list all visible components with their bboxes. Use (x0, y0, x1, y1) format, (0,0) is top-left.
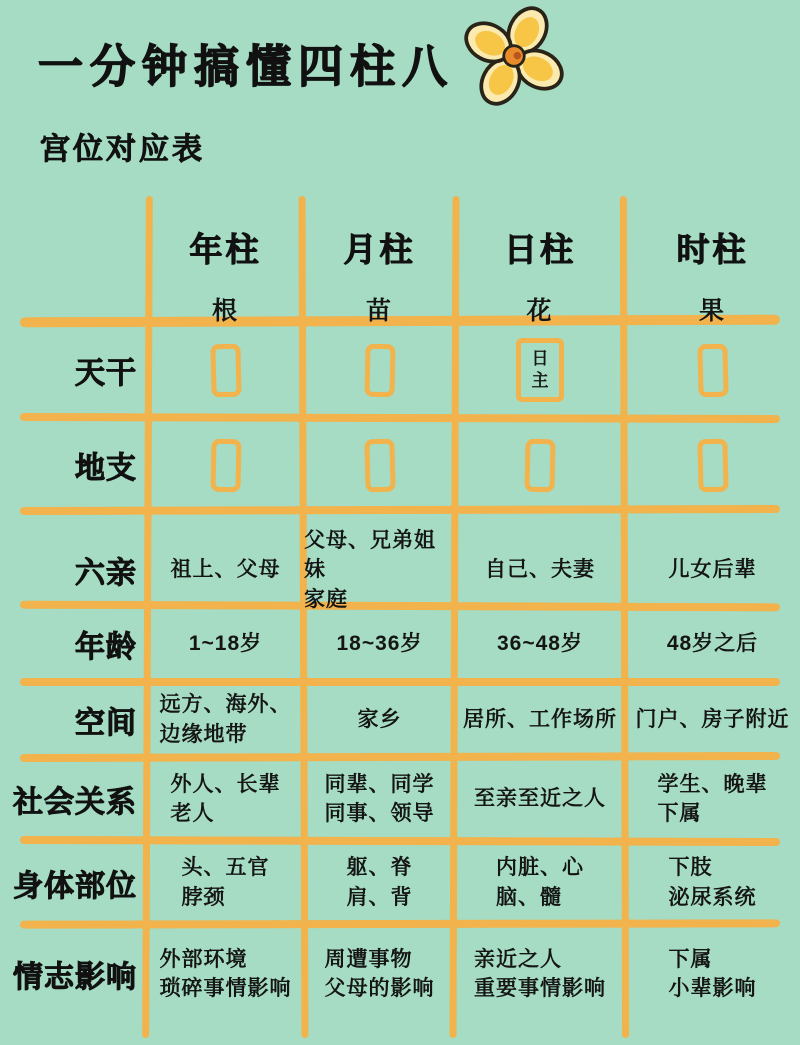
row-earthly-branches (0, 424, 800, 506)
cell-text (669, 555, 757, 584)
row-label: 地支 (75, 452, 137, 485)
cell-line: 下属 (668, 947, 713, 971)
cell-text (636, 705, 790, 734)
row-six-relations (0, 516, 800, 611)
table-cell (304, 610, 455, 678)
cell-line: 家乡 (357, 707, 402, 731)
column-title: 年柱 (189, 231, 262, 268)
branch-cell-day (455, 424, 625, 506)
cell-line: 父母、兄弟姐妹 (304, 529, 436, 582)
table-cell (625, 610, 800, 678)
cell-text (182, 853, 270, 912)
cell-line: 周遭事物 (324, 947, 413, 971)
cell-text (189, 629, 262, 658)
table-cell (147, 928, 304, 1020)
cell-line: 祖上、父母 (170, 558, 281, 582)
table-cell (625, 761, 800, 837)
grid-hline-5 (20, 678, 780, 686)
page-title: 一分钟搞懂四柱八 (38, 41, 455, 92)
cell-text (160, 945, 292, 1004)
cell-text (474, 945, 606, 1004)
cell-line: 下属 (657, 802, 702, 825)
cell-text (474, 784, 606, 813)
branch-box (210, 438, 241, 492)
cell-text (171, 770, 281, 829)
table-cell (625, 526, 800, 614)
cell-line: 下肢 (668, 856, 713, 880)
header-row (0, 200, 800, 325)
page-subtitle: 宫位对应表 (40, 133, 205, 166)
cell-text (337, 629, 423, 658)
table-cell (147, 845, 304, 920)
column-title: 月柱 (343, 231, 416, 268)
table-cell (455, 686, 625, 753)
row-label: 身体部位 (13, 869, 137, 903)
column-subtitle: 苗 (365, 297, 393, 325)
row-label: 情志影响 (13, 961, 137, 994)
cell-line: 居所、工作场所 (463, 707, 617, 731)
stem-box (364, 343, 395, 397)
table-cell (147, 610, 304, 678)
table-cell (455, 526, 625, 614)
cell-text (669, 945, 757, 1004)
table-cell (304, 845, 455, 920)
cell-text (171, 555, 281, 584)
day-master-box (516, 338, 564, 402)
cell-line: 躯、脊 (346, 856, 413, 880)
grid-hline-2 (20, 413, 780, 423)
table-cell (455, 845, 625, 920)
cell-line: 同事、领导 (324, 802, 435, 825)
table-cell (455, 928, 625, 1020)
cell-text (669, 853, 757, 912)
stem-box (697, 343, 728, 397)
stem-cell-hour (625, 328, 800, 412)
cell-line: 家庭 (304, 587, 348, 611)
table-cell (625, 928, 800, 1020)
cell-line: 同辈、同学 (324, 772, 435, 796)
grid-hline-3 (20, 505, 780, 515)
cell-line: 老人 (170, 802, 215, 825)
cell-line: 内脏、心 (496, 856, 584, 880)
cell-text (658, 770, 768, 829)
cell-line: 48岁之后 (666, 632, 759, 656)
row-heavenly-stems (0, 328, 800, 412)
row-space (0, 686, 800, 753)
table-cell (625, 686, 800, 753)
header-spacer (0, 200, 147, 327)
cell-line: 边缘地带 (159, 722, 248, 746)
cell-text (304, 526, 455, 614)
row-emotional-influence (0, 928, 800, 1020)
cell-line: 18~36岁 (336, 632, 423, 656)
cell-text (347, 853, 413, 912)
cell-line: 外人、长辈 (170, 772, 281, 796)
cell-line: 至亲至近之人 (474, 787, 606, 811)
table-cell (304, 928, 455, 1020)
cell-line: 36~48岁 (497, 632, 583, 656)
cell-line: 1~18岁 (188, 632, 263, 656)
cell-line: 父母的影响 (324, 977, 435, 1000)
branch-cell-hour (625, 424, 800, 506)
cell-text (463, 705, 617, 734)
cell-text (496, 853, 584, 912)
branch-box (697, 438, 728, 492)
column-subtitle: 根 (211, 297, 239, 325)
cell-line: 儿女后辈 (668, 558, 757, 582)
column-subtitle: 果 (698, 297, 726, 325)
cell-line: 脖颈 (181, 885, 226, 909)
row-label: 年龄 (75, 631, 137, 664)
header-hour-pillar (625, 200, 800, 327)
table-cell (625, 845, 800, 920)
header-year-pillar (147, 200, 304, 327)
cell-line: 亲近之人 (474, 947, 562, 971)
table-cell (304, 686, 455, 753)
cell-text (325, 770, 435, 829)
stem-box (210, 343, 241, 397)
table-cell (147, 686, 304, 753)
cell-line: 肩、背 (346, 885, 413, 909)
header-month-pillar (304, 200, 455, 327)
cell-line: 远方、海外、 (159, 693, 292, 717)
row-body-parts (0, 845, 800, 920)
row-label: 空间 (75, 706, 137, 740)
cell-text (160, 690, 292, 749)
branch-cell-month (304, 424, 455, 506)
cell-line: 泌尿系统 (668, 885, 757, 909)
table-cell (455, 761, 625, 837)
cell-line: 脑、髓 (496, 885, 562, 909)
row-social-relations (0, 761, 800, 837)
header-day-pillar (455, 200, 625, 327)
cell-text (497, 629, 583, 658)
branch-cell-year (147, 424, 304, 506)
column-title: 日柱 (504, 231, 576, 268)
cell-text (358, 705, 402, 734)
cell-line: 门户、房子附近 (635, 707, 790, 731)
table-cell (304, 761, 455, 837)
column-title: 时柱 (676, 231, 749, 268)
cell-line: 学生、晚辈 (657, 772, 768, 796)
cell-line: 自己、夫妻 (485, 558, 595, 582)
day-master-label: 日主 (531, 348, 549, 390)
cell-line: 外部环境 (159, 947, 248, 971)
row-age (0, 610, 800, 678)
cell-text (667, 629, 758, 658)
row-label: 社会关系 (13, 786, 137, 819)
branch-box (524, 438, 555, 492)
stem-cell-year (147, 328, 304, 412)
table-cell (147, 761, 304, 837)
cell-line: 头、五官 (181, 856, 270, 880)
cell-line: 小辈影响 (668, 977, 757, 1000)
table-cell (455, 610, 625, 678)
cell-text (485, 555, 595, 584)
column-subtitle: 花 (526, 297, 554, 325)
stem-cell-month (304, 328, 455, 412)
cell-text (325, 945, 435, 1004)
table-cell (304, 526, 455, 614)
stem-cell-day (455, 328, 625, 412)
cell-line: 琐碎事情影响 (159, 977, 292, 1000)
flower-icon (458, 0, 570, 117)
cell-line: 重要事情影响 (474, 977, 606, 1000)
branch-box (364, 438, 395, 492)
table-cell (147, 526, 304, 614)
row-label: 六亲 (75, 557, 137, 591)
row-label: 天干 (75, 357, 137, 390)
